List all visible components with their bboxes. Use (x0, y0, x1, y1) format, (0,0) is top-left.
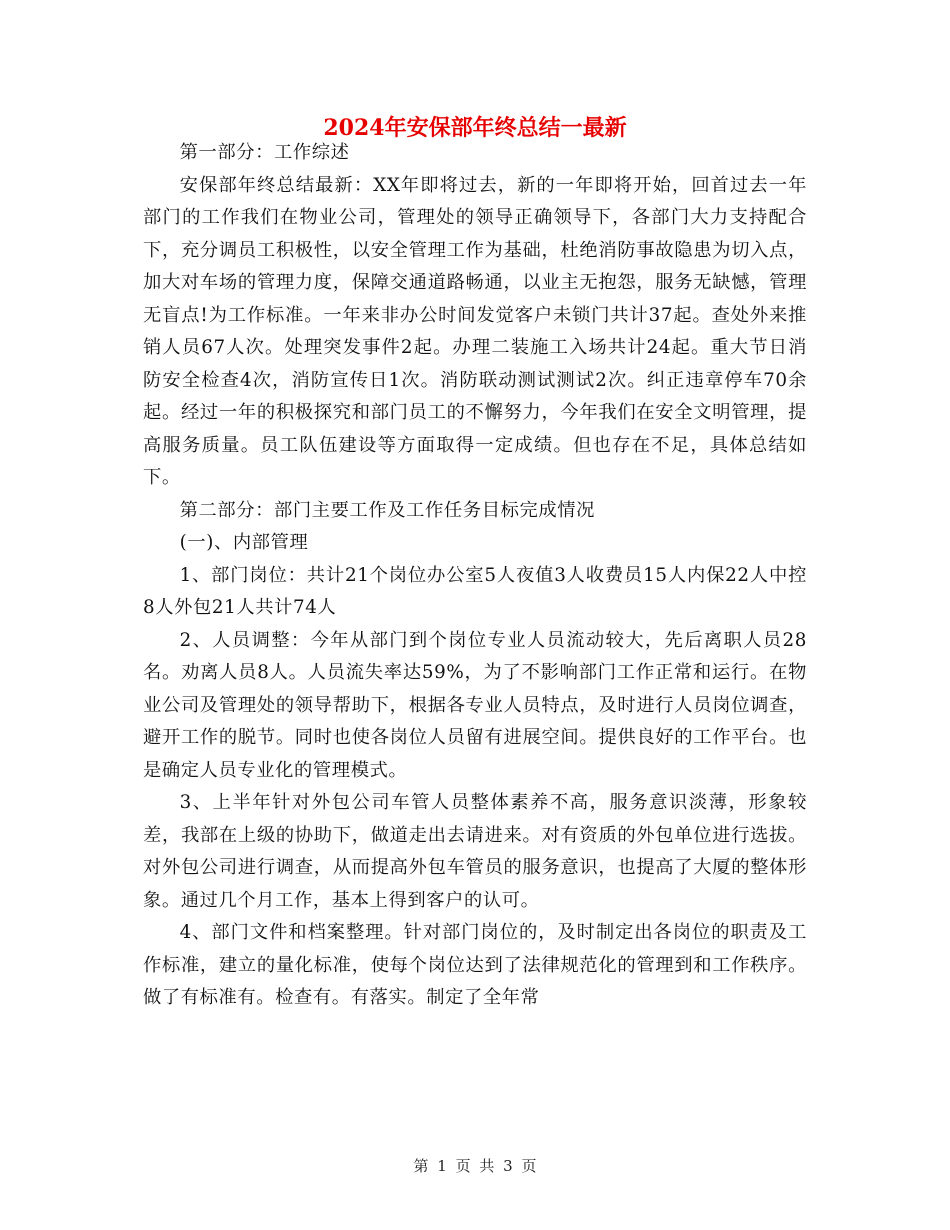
body-paragraph: 3、上半年针对外包公司车管人员整体素养不高，服务意识淡薄，形象较差，我部在上级的协助下，做道走出去请进来。对有资质的外包单位进行选拔。对外包公司进行调查，从而提高外包车管员的服务意识，也提高了大厦的整体形象。通过几个月工作，基本上得到客户的认可。 (143, 792, 807, 911)
document-body (143, 137, 807, 1015)
body-paragraph: 4、部门文件和档案整理。针对部门岗位的，及时制定出各岗位的职责及工作标准，建立的量化标准，使每个岗位达到了法律规范化的管理到和工作秩序。做了有标准有。检查有。有落实。制定了全年常 (143, 922, 807, 1008)
page-number-footer: 第 1 页 共 3 页 (413, 1157, 537, 1175)
section-heading: 第二部分：部门主要工作及工作任务目标完成情况 (179, 499, 595, 521)
section-heading: 第一部分：工作综述 (179, 142, 350, 163)
body-paragraph: 2、人员调整：今年从部门到个岗位专业人员流动较大，先后离职人员28名。劝离人员8人。人员流失率达59%，为了不影响部门工作正常和运行。在物业公司及管理处的领导帮助下，根据各专业人员特点，及时进行人员岗位调查，避开工作的脱节。同时也使各岗位人员留有进展空间。提供良好的工作平台。也是确定人员专业化的管理模式。 (143, 629, 807, 781)
subsection-heading: (一)、内部管理 (179, 532, 309, 553)
body-paragraph: 1、部门岗位：共计21个岗位办公室5人夜值3人收费员15人内保22人中控8人外包21人共计74人 (143, 564, 807, 618)
body-paragraph: 安保部年终总结最新：XX年即将过去，新的一年即将开始，回首过去一年部门的工作我们在物业公司，管理处的领导正确领导下，各部门大力支持配合下，充分调员工积极性，以安全管理工作为基础，杜绝消防事故隐患为切入点，加大对车场的管理力度，保障交通道路畅通，以业主无抱怨，服务无缺憾，管理无盲点!为工作标准。一年来非办公时间发觉客户未锁门共计37起。查处外来推销人员67人次。处理突发事件2起。办理二装施工入场共计24起。重大节日消防安全检查4次，消防宣传日1次。消防联动测试测试2次。纠正违章停车70余起。经过一年的积极探究和部门员工的不懈努力，今年我们在安全文明管理，提高服务质量。员工队伍建设等方面取得一定成绩。但也存在不足，具体总结如下。 (143, 174, 807, 488)
document-title: 2024年安保部年终总结一最新 (323, 115, 627, 141)
